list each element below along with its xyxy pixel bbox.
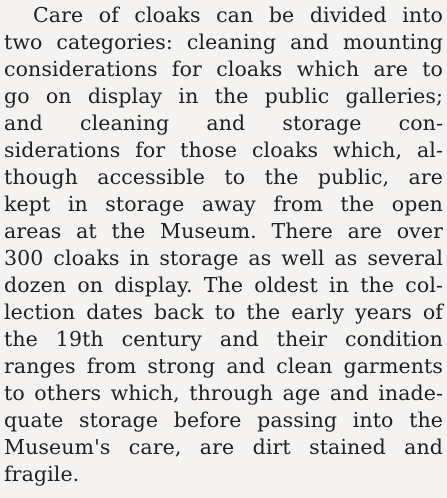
paragraph-line: kept in storage away from the open	[4, 192, 443, 216]
paragraph-line: considerations for cloaks which are to	[4, 57, 443, 81]
paragraph-line: and cleaning and storage con-	[4, 111, 443, 135]
paragraph-line: 300 cloaks in storage as well as several	[4, 246, 443, 270]
paragraph-line: dozen on display. The oldest in the col-	[4, 273, 443, 297]
paragraph-line: though accessible to the public, are	[4, 165, 443, 189]
paragraph-line: go on display in the public galleries;	[4, 84, 443, 108]
paragraph-line: quate storage before passing into the	[4, 408, 443, 432]
paragraph-line: to others which, through age and inade-	[4, 381, 443, 405]
paragraph-line: lection dates back to the early years of	[4, 300, 443, 324]
paragraph-line: Care of cloaks can be divided into	[33, 3, 443, 27]
paragraph-line: siderations for those cloaks which, al-	[4, 138, 443, 162]
paragraph-line: the 19th century and their condition	[4, 327, 443, 351]
paragraph-line: fragile.	[4, 462, 80, 486]
paragraph-line: two categories: cleaning and mounting	[4, 30, 443, 54]
paragraph-line: Museum's care, are dirt stained and	[4, 435, 443, 459]
paragraph-line: ranges from strong and clean garments	[4, 354, 443, 378]
paragraph-line: areas at the Museum. There are over	[4, 219, 443, 243]
